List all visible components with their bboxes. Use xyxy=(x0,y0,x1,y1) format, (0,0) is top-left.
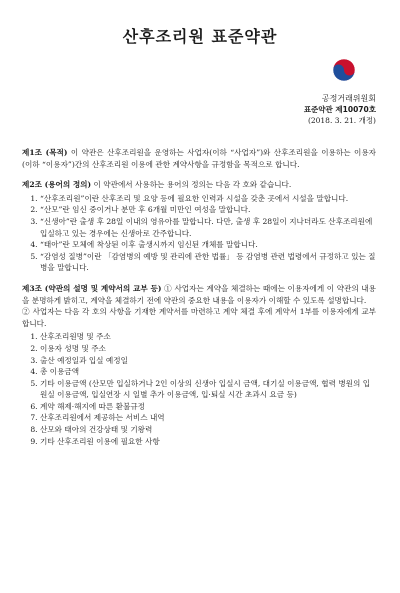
list-item: 7. 산후조리원에서 제공하는 서비스 내역 xyxy=(40,412,376,424)
list-item: 2. 이용자 성명 및 주소 xyxy=(40,343,376,355)
list-item: 8. 산모와 태아의 건강상태 및 기왕력 xyxy=(40,424,376,436)
list-item: 4. “태아”란 모체에 착상된 이후 출생시까지 임신된 개체를 말합니다. xyxy=(40,239,376,251)
list-item: 5. 기타 이용금액 (산모만 입실하거나 2인 이상의 신생아 입실시 금액, 대기실 이용금액, 협력 병원의 입원실 이용금액, 입실연장 시 일별 추가 이용금액, 입·퇴실 시간 초과시 요금 등) xyxy=(40,378,376,401)
article-1-heading: 제1조 (목적) xyxy=(22,148,68,157)
article-3-para-2: ② 사업자는 다음 각 호의 사항을 기재한 계약서를 마련하고 계약 체결 후에 계약서 1부를 이용자에게 교부합니다. xyxy=(22,307,376,328)
list-item: 6. 계약 해제·해지에 따른 환불규정 xyxy=(40,401,376,413)
list-item: 5. “감염성 질병”이란 「감염병의 예방 및 관리에 관한 법률」 등 감염병 관련 법령에서 규정하고 있는 질병을 말합니다. xyxy=(40,251,376,274)
article-1 xyxy=(22,147,376,170)
list-item: 3. 출산 예정일과 입실 예정일 xyxy=(40,355,376,367)
list-item: 9. 기타 산후조리원 이용에 필요한 사항 xyxy=(40,436,376,448)
article-1-text: 이 약관은 산후조리원을 운영하는 사업자(이하 “사업자”)와 산후조리원을 이용하는 이용자(이하 “이용자”)간의 산후조리원 이용에 관한 계약사항을 규정함을 목적으로 합니다. xyxy=(22,148,376,169)
page-title: 산후조리원 표준약관 xyxy=(122,27,278,46)
article-3 xyxy=(22,283,376,447)
document-body xyxy=(22,147,376,456)
taegeuk-logo-icon xyxy=(332,58,356,82)
list-item: 1. 산후조리원명 및 주소 xyxy=(40,331,376,343)
article-3-para-1: ① 사업자는 계약을 체결하는 때에는 이용자에게 이 약관의 내용을 분명하게 밝히고, 계약을 체결하기 전에 약관의 중요한 내용을 이용자가 이해할 수 있도록 설명합니다. xyxy=(22,283,377,305)
terms-code: 표준약관 제10070호 xyxy=(303,105,376,114)
list-item: 2. “산모”란 임신 중이거나 분만 후 6개월 미만인 여성을 말합니다. xyxy=(40,204,376,216)
article-2-intro: 이 약관에서 사용하는 용어의 정의는 다음 각 호와 같습니다. xyxy=(93,180,292,190)
article-2 xyxy=(22,179,376,274)
article-2-list xyxy=(22,193,376,274)
list-item: 4. 총 이용금액 xyxy=(40,366,376,378)
agency-name: 공정거래위원회 xyxy=(321,94,376,103)
agency-block xyxy=(256,93,376,126)
revision-date: (2018. 3. 21. 개정) xyxy=(307,116,376,125)
article-3-list xyxy=(22,331,376,447)
article-2-heading: 제2조 (용어의 정의) xyxy=(22,180,92,190)
article-3-heading: 제3조 (약관의 설명 및 계약서의 교부 등) xyxy=(22,283,162,293)
list-item: 1. “산후조리원”이란 산후조리 및 요양 등에 필요한 인력과 시설을 갖춘 곳에서 시설을 말합니다. xyxy=(40,193,376,205)
list-item: 3. “신생아”란 출생 후 28일 이내의 영유아를 말합니다. 다만, 출생 후 28일이 지나더라도 산후조리원에 입실하고 있는 경우에는 신생아로 간주합니다. xyxy=(40,216,376,239)
